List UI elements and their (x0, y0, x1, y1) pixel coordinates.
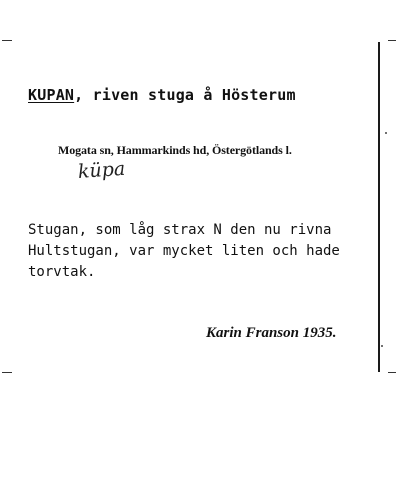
handwritten-note: küpa (77, 157, 126, 183)
speck (381, 345, 383, 347)
left-bottom-tick (2, 372, 12, 373)
description-line: Stugan, som låg strax N den nu rivna (28, 222, 332, 238)
description-line: torvtak. (28, 264, 96, 280)
description-text (28, 220, 373, 283)
title-keyword: KUPAN (28, 86, 75, 104)
left-top-tick (2, 40, 12, 41)
right-bottom-tick (388, 372, 396, 373)
card-title (28, 86, 296, 104)
card-right-edge (378, 42, 380, 372)
location-line: Mogata sn, Hammarkinds hd, Östergötlands l. (58, 143, 292, 157)
description-line: Hultstugan, var mycket liten och hade (28, 243, 340, 259)
speck (385, 132, 387, 134)
right-top-tick (388, 40, 396, 41)
signature: Karin Franson 1935. (206, 325, 337, 341)
title-description: , riven stuga å Hösterum (74, 86, 296, 104)
